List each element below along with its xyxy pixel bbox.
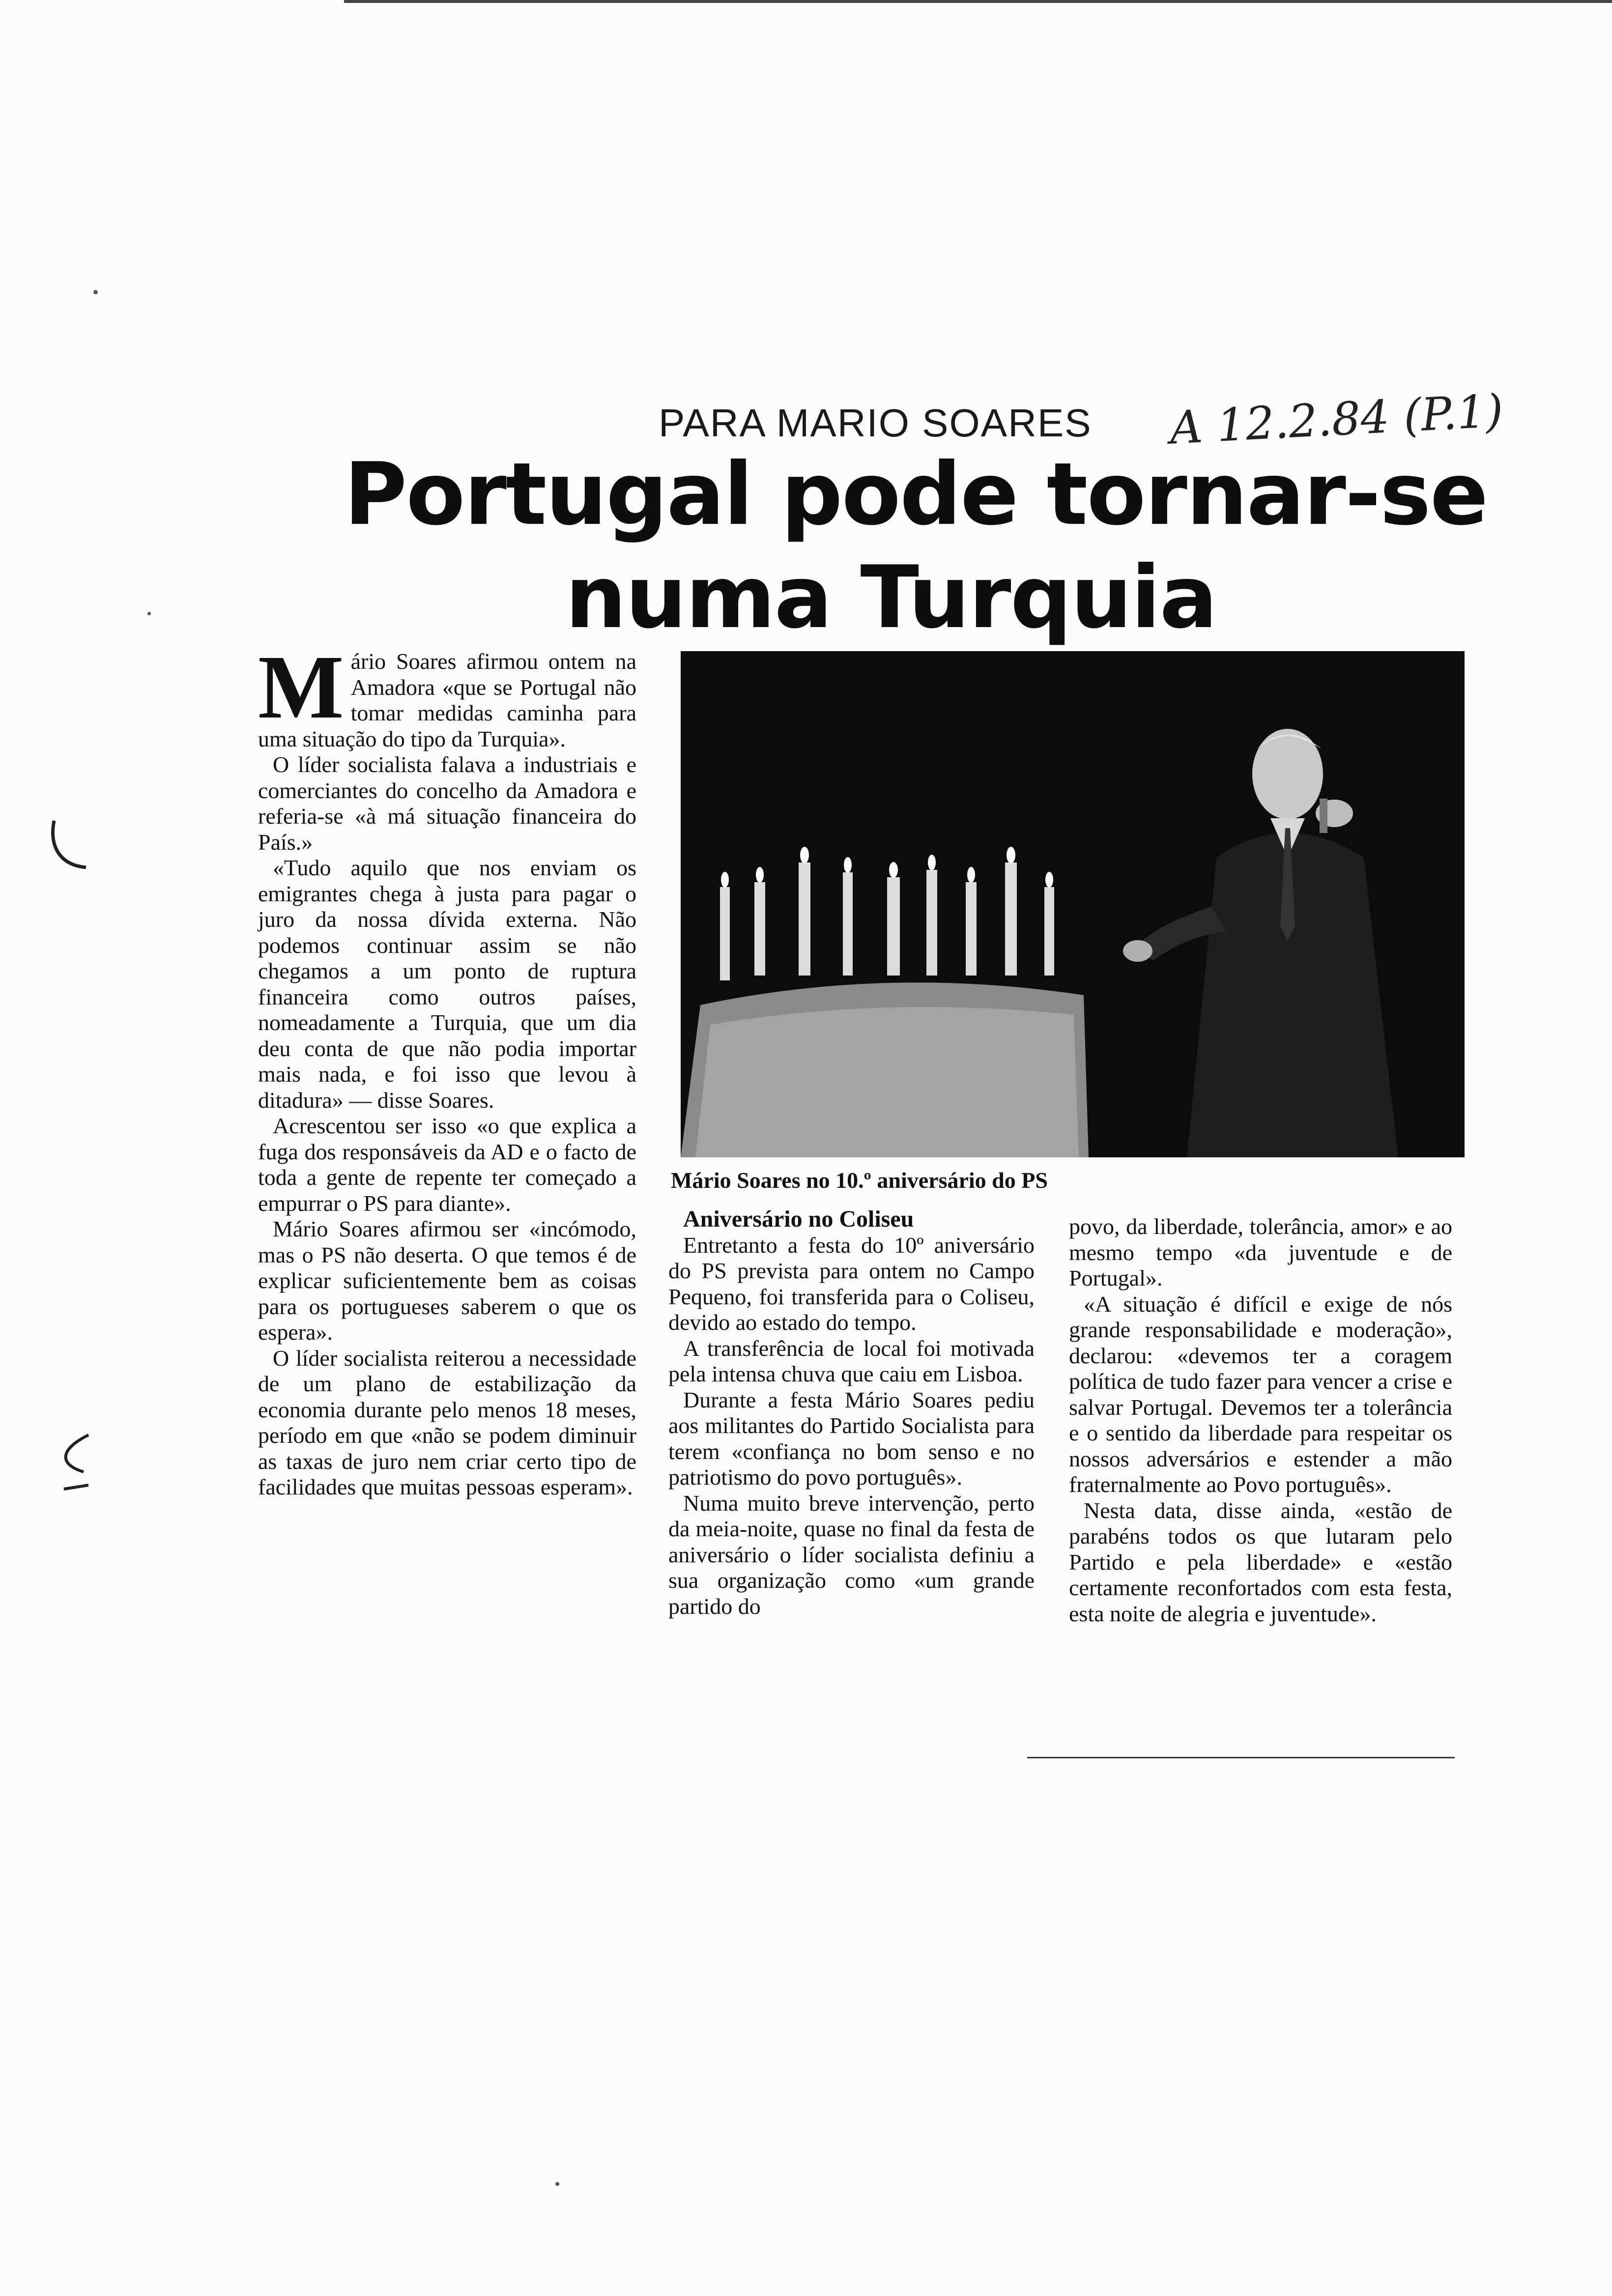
paragraph: povo, da liberdade, tolerância, amor» e ao mesmo tempo «da juventude e de Portugal». [1069,1214,1452,1291]
scan-edge-line [344,0,1612,3]
paragraph: Nesta data, disse ainda, «estão de parabéns todos os que lutaram pelo Partido e pela liberdade» e «estão certamente reconfortados com esta festa, esta noite de alegria e juventude». [1069,1497,1452,1626]
paragraph: «Tudo aquilo que nos enviam os emigrantes chega à justa para pagar o juro da nossa dívida externa. Não podemos continuar assim se não chegamos a um ponto de ruptura financeira como outros países, nomeadamente a Turquia, que um dia deu conta de que não podia importar mais nada, e foi isso que levou à ditadura» — disse Soares. [258,855,636,1113]
paragraph: O líder socialista reiterou a necessidade de um plano de estabilização da economia durante pelo menos 18 meses, período em que «não se podem diminuir as taxas de juro nem criar certo tipo de facilidades que muitas pessoas esperam». [258,1345,636,1499]
margin-pencil-mark [54,1430,98,1504]
article-column-3 [1069,1214,1452,1627]
paragraph: ário Soares afirmou ontem na Amadora «que se Portugal não tomar medidas caminha para uma situação do tipo da Turquia». [258,649,636,751]
scan-speck [93,290,98,294]
photo-caption: Mário Soares no 10.º aniversário do PS [671,1168,1048,1193]
paragraph: A transferência de local foi motivada pela intensa chuva que caiu em Lisboa. [668,1335,1035,1386]
paragraph: «A situação é difícil e exige de nós grande responsabilidade e moderação», declarou: «devemos ter a coragem política de tudo fazer para vencer a crise e salvar Portugal. Devemos ter a tolerância e o sentido da liberdade para respeitar os nossos adversários e estender a mão fraternalmente ao Povo português». [1069,1291,1452,1497]
news-photo [681,651,1465,1157]
paragraph: Numa muito breve intervenção, perto da meia-noite, quase no final da festa de aniversário o líder socialista definiu a sua organização como «um grande partido do [668,1490,1035,1619]
handwritten-date-note: A 12.2.84 (P.1) [1168,384,1505,455]
scan-speck [555,2182,559,2186]
section-subheading: Aniversário no Coliseu [683,1206,914,1232]
paragraph: Acrescentou ser isso «o que explica a fuga dos responsáveis da AD e o facto de toda a gente de repente ter começado a empurrar o PS para diante». [258,1113,636,1216]
drop-cap: M [258,637,344,738]
scan-speck [147,612,151,615]
paragraph: O líder socialista falava a industriais e comerciantes do concelho da Amadora e referia-se «à má situação financeira do País.» [258,752,636,855]
paragraph: Entretanto a festa do 10º aniversário do PS prevista para ontem no Campo Pequeno, foi transferida para o Coliseu, devido ao estado do tempo. [668,1232,1035,1335]
paragraph: Mário Soares afirmou ser «incómodo, mas o PS não deserta. O que temos é de explicar suficientemente bem as coisas para os portugueses saberem o que os espera». [258,1216,636,1345]
margin-pencil-mark [49,816,93,875]
article-column-2 [668,1206,1035,1619]
column-end-rule [1027,1757,1455,1758]
paragraph: Durante a festa Mário Soares pediu aos militantes do Partido Socialista para terem «confiança no bom senso e no patriotismo do povo português». [668,1387,1035,1490]
article-kicker: PARA MARIO SOARES [659,401,1092,445]
article-column-1 [258,637,636,1500]
headline-line-1: Portugal pode tornar-se [344,445,1488,545]
headline-line-2: numa Turquia [565,548,1217,648]
